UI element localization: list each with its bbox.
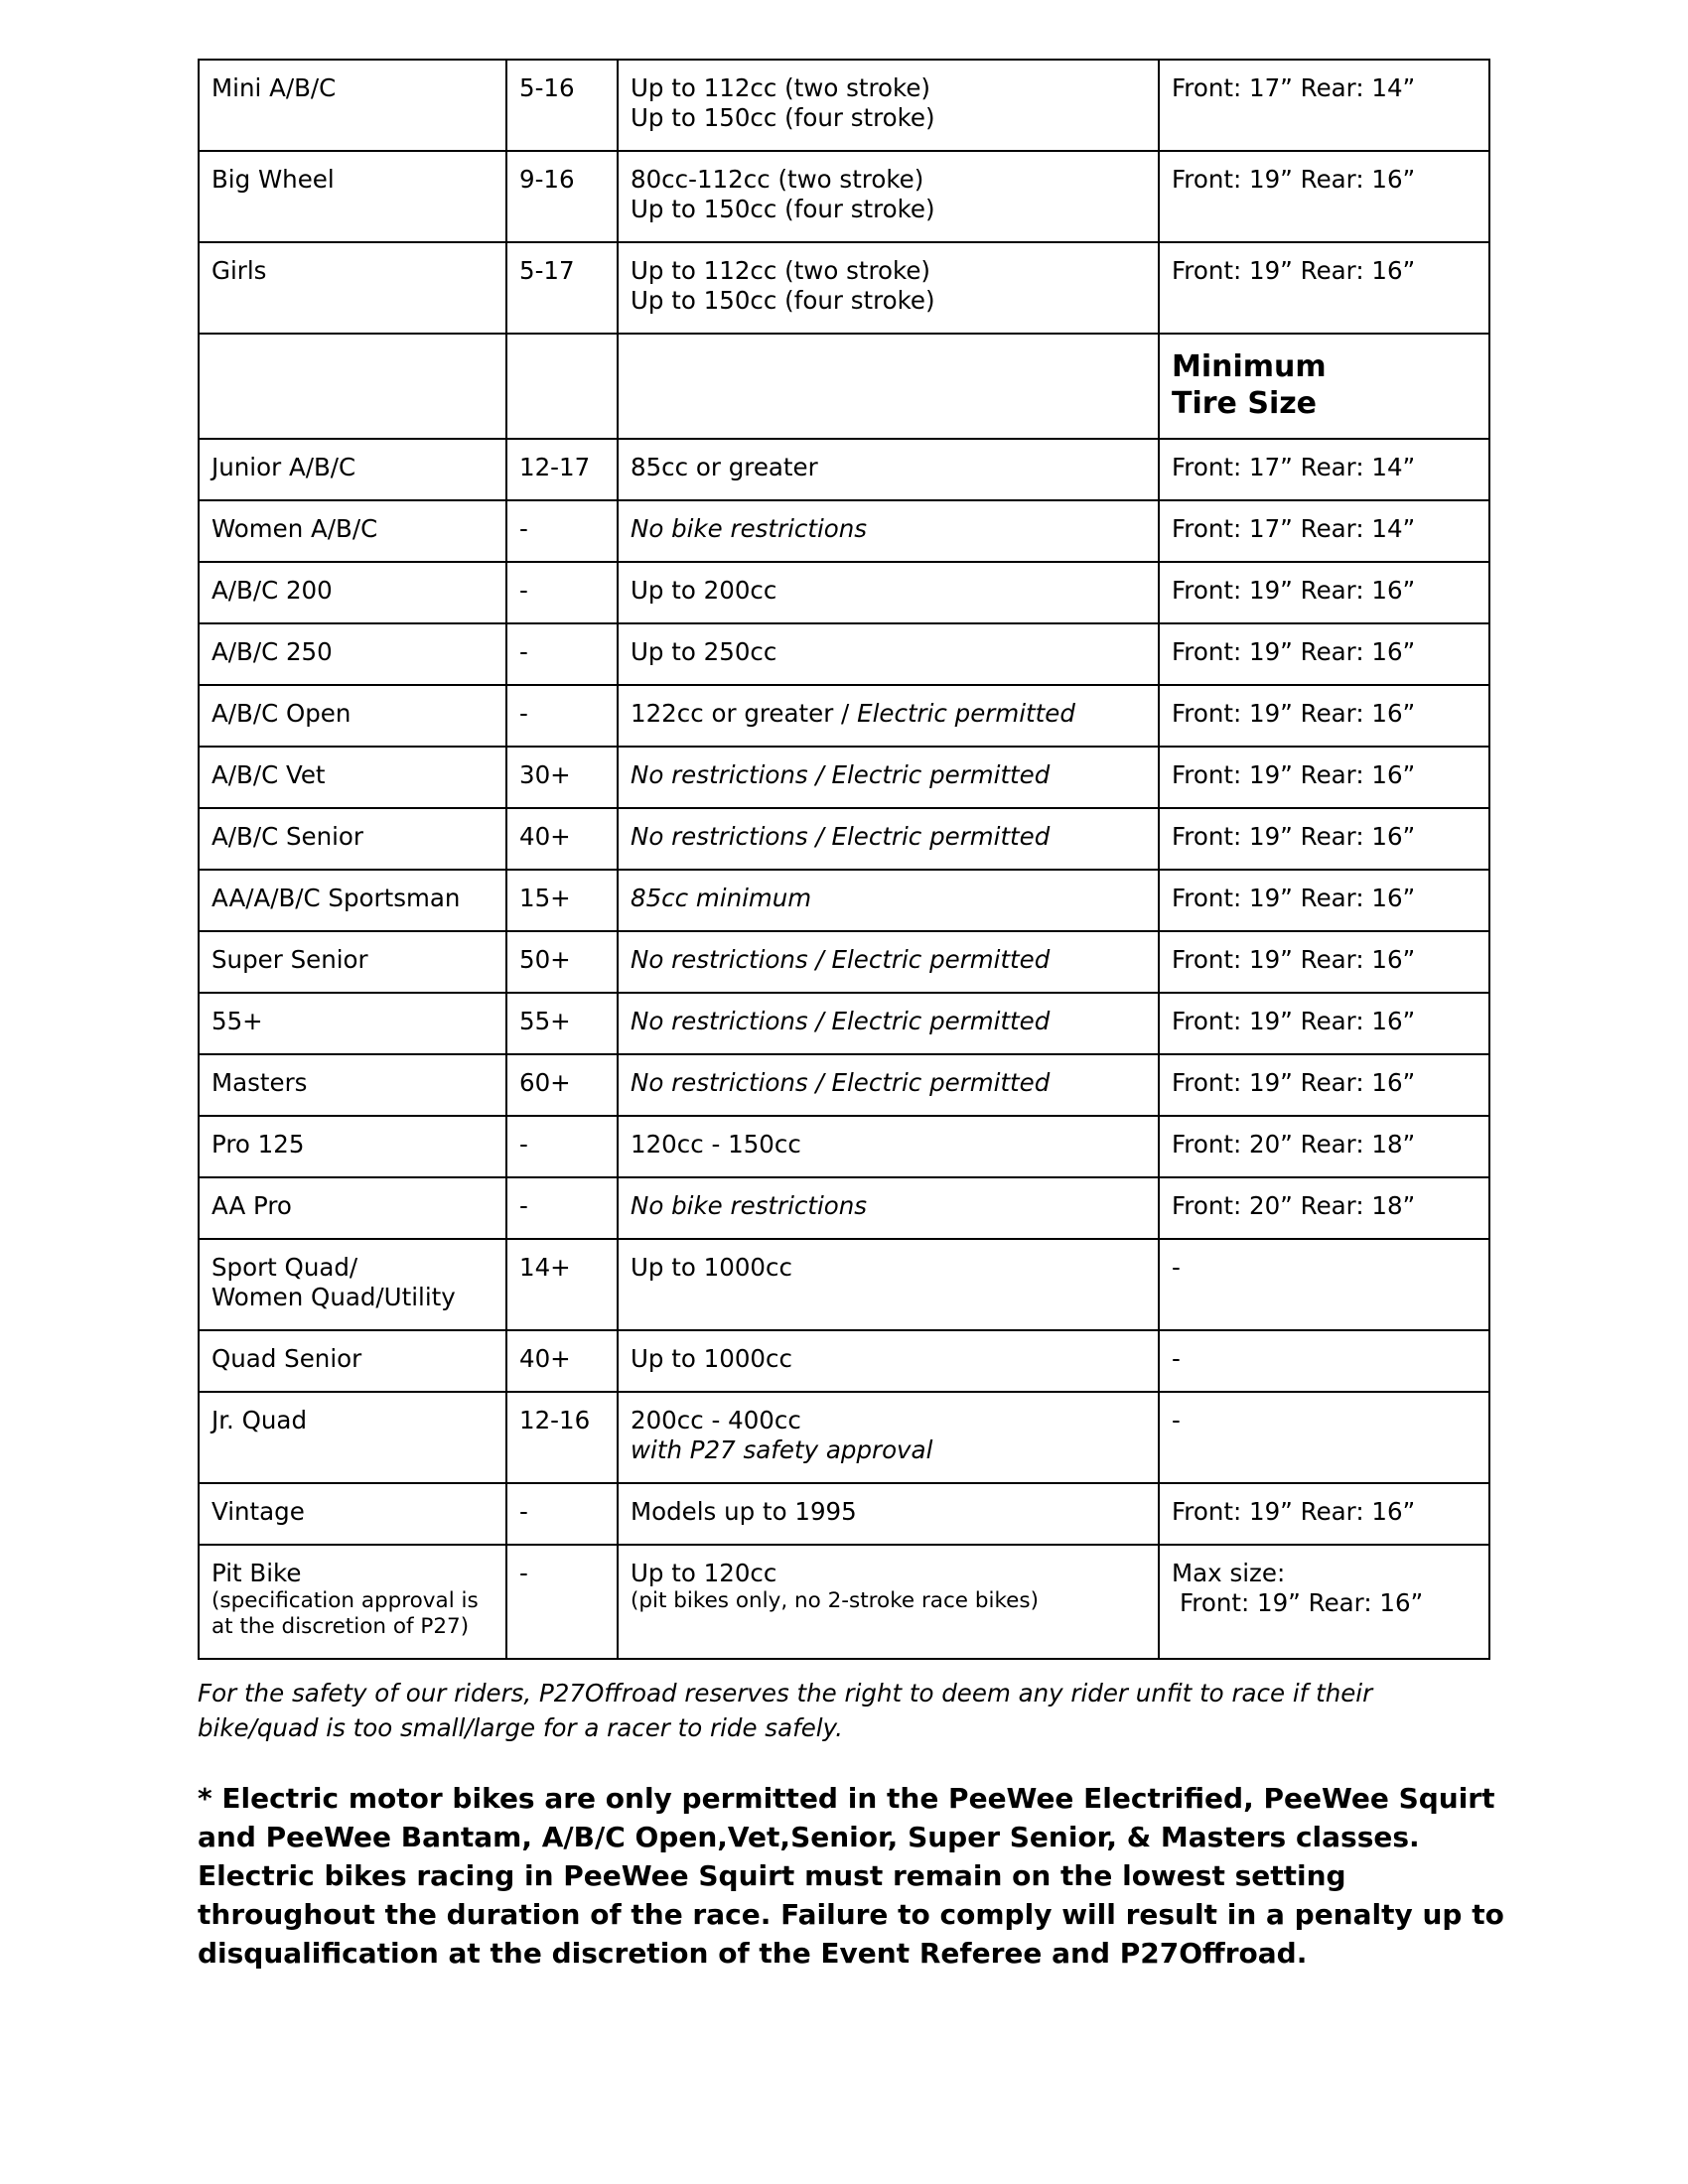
engine-line: Up to 112cc (two stroke)	[631, 73, 930, 102]
tire-cell: Front: 19” Rear: 16”	[1159, 1054, 1489, 1116]
table-row	[199, 1330, 1489, 1392]
class-cell: Junior A/B/C	[199, 439, 506, 500]
engine-line: 200cc - 400cc	[631, 1406, 801, 1434]
table-row	[199, 1054, 1489, 1116]
age-cell: 40+	[506, 808, 618, 870]
safety-note: For the safety of our riders, P27Offroad reserves the right to deem any rider unfit to race if their bike/quad is too small/large for a racer to ride safely.	[198, 1679, 1373, 1742]
engine-cell: 85cc or greater	[618, 439, 1159, 500]
empty-cell	[618, 334, 1159, 439]
engine-cell: 120cc - 150cc	[618, 1116, 1159, 1177]
table-row	[199, 1545, 1489, 1659]
table-row	[199, 562, 1489, 623]
table-row	[199, 151, 1489, 242]
age-cell: -	[506, 1483, 618, 1545]
engine-cell	[618, 60, 1159, 151]
table-row	[199, 1177, 1489, 1239]
tire-header-line: Minimum	[1172, 349, 1327, 384]
tire-cell: Front: 19” Rear: 16”	[1159, 870, 1489, 931]
age-cell: -	[506, 685, 618, 747]
table-row	[199, 1239, 1489, 1330]
engine-cell: No bike restrictions	[618, 500, 1159, 562]
table-row	[199, 439, 1489, 500]
engine-cell	[618, 151, 1159, 242]
table-row	[199, 1116, 1489, 1177]
tire-line: Front: 19” Rear: 16”	[1180, 1588, 1424, 1617]
age-cell: -	[506, 562, 618, 623]
table-row	[199, 808, 1489, 870]
age-cell: 5-16	[506, 60, 618, 151]
table-subheader-row	[199, 334, 1489, 439]
class-cell: A/B/C Open	[199, 685, 506, 747]
tire-cell: Front: 19” Rear: 16”	[1159, 1483, 1489, 1545]
class-line: Sport Quad/	[211, 1253, 358, 1282]
age-cell: -	[506, 500, 618, 562]
age-cell: -	[506, 623, 618, 685]
class-cell: Vintage	[199, 1483, 506, 1545]
age-cell: 14+	[506, 1239, 618, 1330]
engine-cell	[618, 685, 1159, 747]
engine-line: Up to 150cc (four stroke)	[631, 286, 935, 315]
tire-cell: Front: 19” Rear: 16”	[1159, 993, 1489, 1054]
engine-line: Up to 150cc (four stroke)	[631, 103, 935, 132]
age-cell: 50+	[506, 931, 618, 993]
engine-cell: Up to 250cc	[618, 623, 1159, 685]
tire-cell	[1159, 1545, 1489, 1659]
engine-line: 80cc-112cc (two stroke)	[631, 165, 924, 194]
tire-cell: Front: 17” Rear: 14”	[1159, 500, 1489, 562]
tire-cell: Front: 19” Rear: 16”	[1159, 747, 1489, 808]
engine-cell	[618, 1392, 1159, 1483]
engine-cell: Up to 1000cc	[618, 1330, 1159, 1392]
age-cell: 55+	[506, 993, 618, 1054]
class-cell: AA Pro	[199, 1177, 506, 1239]
tire-cell: Front: 19” Rear: 16”	[1159, 623, 1489, 685]
tire-cell: -	[1159, 1392, 1489, 1483]
tire-cell: Front: 19” Rear: 16”	[1159, 808, 1489, 870]
engine-italic-line: with P27 safety approval	[631, 1435, 933, 1464]
tire-cell: Front: 19” Rear: 16”	[1159, 562, 1489, 623]
engine-cell	[618, 1545, 1159, 1659]
age-cell: 12-16	[506, 1392, 618, 1483]
electric-warning: * Electric motor bikes are only permitted in the PeeWee Electrified, PeeWee Squirt and PeeWee Bantam, A/B/C Open,Vet,Senior, Super Senior, & Masters classes. Electric bikes racing in PeeWee Squirt must remain on the lowest setting throughout the duration of the race. Failure to comply will result in a penalty up to disqualification at the discretion of the Event Referee and P27Offroad.	[198, 1782, 1504, 1970]
tire-line: Max size:	[1172, 1559, 1286, 1587]
class-cell: Mini A/B/C	[199, 60, 506, 151]
age-cell: 12-17	[506, 439, 618, 500]
tire-cell: Front: 20” Rear: 18”	[1159, 1116, 1489, 1177]
engine-cell: Models up to 1995	[618, 1483, 1159, 1545]
empty-cell	[506, 334, 618, 439]
tire-cell: Front: 17” Rear: 14”	[1159, 60, 1489, 151]
class-cell: Women A/B/C	[199, 500, 506, 562]
class-cell: Quad Senior	[199, 1330, 506, 1392]
engine-cell: Up to 200cc	[618, 562, 1159, 623]
table-row	[199, 242, 1489, 334]
empty-cell	[199, 334, 506, 439]
age-cell: -	[506, 1177, 618, 1239]
age-cell: 30+	[506, 747, 618, 808]
class-cell	[199, 1545, 506, 1659]
class-cell: 55+	[199, 993, 506, 1054]
class-cell: A/B/C Senior	[199, 808, 506, 870]
engine-cell: No restrictions / Electric permitted	[618, 1054, 1159, 1116]
class-cell: Super Senior	[199, 931, 506, 993]
class-cell: A/B/C Vet	[199, 747, 506, 808]
engine-line: Up to 150cc (four stroke)	[631, 195, 935, 223]
class-requirements-table	[198, 59, 1490, 1660]
engine-cell: No restrictions / Electric permitted	[618, 747, 1159, 808]
table-row	[199, 1392, 1489, 1483]
age-cell: -	[506, 1545, 618, 1659]
table-row	[199, 623, 1489, 685]
engine-cell: Up to 1000cc	[618, 1239, 1159, 1330]
tire-cell: Front: 19” Rear: 16”	[1159, 242, 1489, 334]
engine-cell: No bike restrictions	[618, 1177, 1159, 1239]
table-row	[199, 870, 1489, 931]
class-note-line: at the discretion of P27)	[211, 1614, 470, 1639]
engine-cell: 85cc minimum	[618, 870, 1159, 931]
table-row	[199, 747, 1489, 808]
tire-header-cell	[1159, 334, 1489, 439]
engine-cell: No restrictions / Electric permitted	[618, 993, 1159, 1054]
class-line: Pit Bike	[211, 1559, 302, 1587]
class-line: Women Quad/Utility	[211, 1283, 456, 1311]
class-cell: Pro 125	[199, 1116, 506, 1177]
engine-italic-text: Electric permitted	[857, 699, 1075, 728]
table-row	[199, 931, 1489, 993]
class-cell: A/B/C 250	[199, 623, 506, 685]
engine-cell: No restrictions / Electric permitted	[618, 808, 1159, 870]
tire-cell: Front: 19” Rear: 16”	[1159, 151, 1489, 242]
table-row	[199, 685, 1489, 747]
class-cell: A/B/C 200	[199, 562, 506, 623]
engine-line: Up to 112cc (two stroke)	[631, 256, 930, 285]
age-cell: 9-16	[506, 151, 618, 242]
age-cell: 60+	[506, 1054, 618, 1116]
document-page	[198, 59, 1504, 1973]
table-row	[199, 500, 1489, 562]
class-cell: AA/A/B/C Sportsman	[199, 870, 506, 931]
engine-cell	[618, 242, 1159, 334]
class-cell: Jr. Quad	[199, 1392, 506, 1483]
tire-cell: Front: 20” Rear: 18”	[1159, 1177, 1489, 1239]
class-cell: Girls	[199, 242, 506, 334]
engine-text: 122cc or greater /	[631, 699, 858, 728]
tire-cell: -	[1159, 1239, 1489, 1330]
tire-header-line: Tire Size	[1172, 386, 1318, 421]
tire-cell: Front: 19” Rear: 16”	[1159, 685, 1489, 747]
table-row	[199, 1483, 1489, 1545]
engine-cell: No restrictions / Electric permitted	[618, 931, 1159, 993]
engine-note-line: (pit bikes only, no 2-stroke race bikes)	[631, 1588, 1039, 1613]
class-cell	[199, 1239, 506, 1330]
age-cell: 15+	[506, 870, 618, 931]
age-cell: -	[506, 1116, 618, 1177]
table-row	[199, 60, 1489, 151]
age-cell: 40+	[506, 1330, 618, 1392]
tire-cell: Front: 19” Rear: 16”	[1159, 931, 1489, 993]
class-note-line: (specification approval is	[211, 1588, 479, 1613]
table-row	[199, 993, 1489, 1054]
age-cell: 5-17	[506, 242, 618, 334]
class-cell: Masters	[199, 1054, 506, 1116]
tire-cell: -	[1159, 1330, 1489, 1392]
engine-line: Up to 120cc	[631, 1559, 777, 1587]
class-cell: Big Wheel	[199, 151, 506, 242]
tire-cell: Front: 17” Rear: 14”	[1159, 439, 1489, 500]
